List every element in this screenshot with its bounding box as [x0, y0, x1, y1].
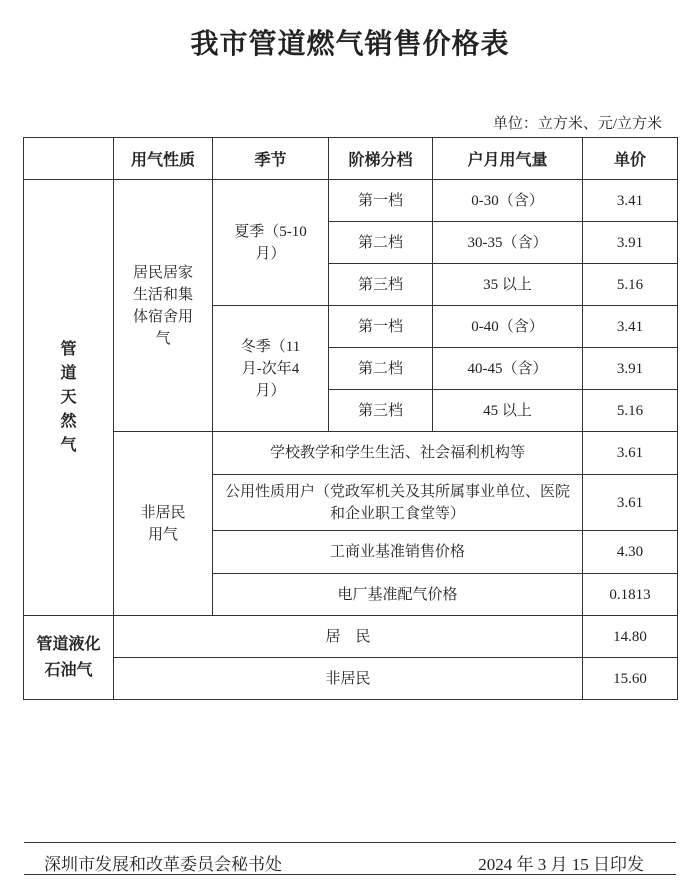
- header-blank: [24, 138, 114, 180]
- header-tier: 阶梯分档: [329, 138, 433, 180]
- price-cell: 3.91: [583, 222, 678, 264]
- volume-cell: 45 以上: [433, 390, 583, 432]
- table-row: [24, 180, 678, 222]
- footer-bottom-rule: [24, 874, 676, 875]
- page-title: 我市管道燃气销售价格表: [190, 29, 510, 60]
- price-cell: 0.1813: [583, 574, 678, 616]
- table-row: [24, 658, 678, 700]
- price-cell: 3.41: [583, 306, 678, 348]
- price-cell: 3.61: [583, 475, 678, 531]
- volume-cell: 0-40（含）: [433, 306, 583, 348]
- winter-label: 冬季（11月-次年4月）: [213, 306, 329, 432]
- header-season: 季节: [213, 138, 329, 180]
- table-row: [24, 432, 678, 475]
- header-volume: 户月用气量: [433, 138, 583, 180]
- header-price: 单价: [583, 138, 678, 180]
- lpg-label: 管道液化石油气: [24, 616, 114, 700]
- header-nature: 用气性质: [114, 138, 213, 180]
- tier-cell: 第一档: [329, 180, 433, 222]
- tier-cell: 第一档: [329, 306, 433, 348]
- desc-cell: 公用性质用户（党政军机关及其所属事业单位、医院和企业职工食堂等）: [213, 475, 583, 531]
- price-table: [23, 137, 678, 700]
- table-row: [24, 616, 678, 658]
- natural-gas-label: 管道天然气: [24, 180, 114, 616]
- summer-label: 夏季（5-10月）: [213, 180, 329, 306]
- desc-cell: 电厂基准配气价格: [213, 574, 583, 616]
- price-cell: 3.41: [583, 180, 678, 222]
- footer-issuer: 深圳市发展和改革委员会秘书处: [44, 855, 282, 874]
- desc-cell: 工商业基准销售价格: [213, 531, 583, 574]
- price-cell: 14.80: [583, 616, 678, 658]
- tier-cell: 第三档: [329, 390, 433, 432]
- price-cell: 15.60: [583, 658, 678, 700]
- price-cell: 5.16: [583, 264, 678, 306]
- volume-cell: 30-35（含）: [433, 222, 583, 264]
- footer-date: 2024 年 3 月 15 日印发: [478, 855, 644, 874]
- desc-cell: 非居民: [114, 658, 583, 700]
- tier-cell: 第二档: [329, 222, 433, 264]
- non-residential-label: 非居民用气: [114, 432, 213, 616]
- volume-cell: 0-30（含）: [433, 180, 583, 222]
- desc-cell: 居 民: [114, 616, 583, 658]
- header-row: [24, 138, 678, 180]
- volume-cell: 40-45（含）: [433, 348, 583, 390]
- footer-top-rule: [24, 842, 676, 843]
- price-cell: 3.61: [583, 432, 678, 475]
- price-cell: 5.16: [583, 390, 678, 432]
- residential-label: 居民居家生活和集体宿舍用气: [114, 180, 213, 432]
- price-cell: 3.91: [583, 348, 678, 390]
- volume-cell: 35 以上: [433, 264, 583, 306]
- price-cell: 4.30: [583, 531, 678, 574]
- unit-note: 单位：立方米、元/立方米: [492, 116, 662, 132]
- desc-cell: 学校教学和学生生活、社会福利机构等: [213, 432, 583, 475]
- tier-cell: 第二档: [329, 348, 433, 390]
- tier-cell: 第三档: [329, 264, 433, 306]
